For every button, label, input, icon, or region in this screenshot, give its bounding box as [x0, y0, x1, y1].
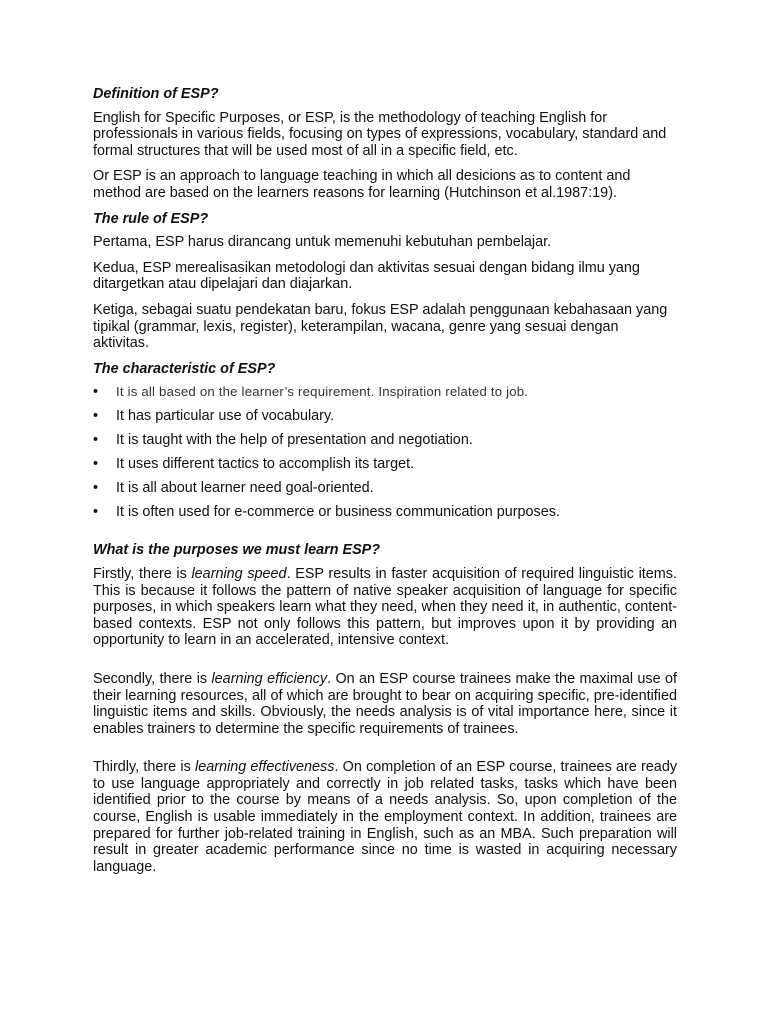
heading-definition: Definition of ESP? — [93, 86, 219, 102]
document-page — [93, 86, 677, 884]
rule-paragraph-3: Ketiga, sebagai suatu pendekatan baru, fokus ESP adalah penggunaan kebahasaan yang tipikal (grammar, lexis, register), keterampilan, wacana, genre yang sesuai dengan aktivitas. — [93, 301, 668, 352]
list-item-text: It has particular use of vocabulary. — [116, 408, 335, 425]
bullet-icon: • — [93, 503, 99, 520]
list-item — [93, 504, 677, 521]
bullet-icon: • — [93, 432, 99, 449]
purposes-paragraph-1 — [93, 566, 677, 649]
list-item — [93, 432, 677, 449]
paragraph-term: learning effectiveness — [195, 759, 335, 776]
list-item-text: It is all based on the learner’s requirement. Inspiration related to job. — [116, 384, 529, 400]
bullet-icon: • — [93, 455, 99, 472]
heading-rule: The rule of ESP? — [93, 210, 209, 227]
list-item-text: It is often used for e-commerce or business communication purposes. — [116, 503, 560, 520]
paragraph-term: learning speed — [191, 565, 287, 582]
list-item — [93, 384, 677, 401]
bullet-icon: • — [93, 479, 99, 496]
paragraph-lead: Thirdly, there is — [93, 759, 195, 776]
list-item — [93, 408, 677, 425]
purposes-paragraph-2 — [93, 671, 677, 737]
definition-paragraph-1: English for Specific Purposes, or ESP, is the methodology of teaching English for professionals in various fields, focusing on types of expressions, vocabulary, standard and formal structures that will be used most of all in a specific field, etc. — [93, 109, 667, 159]
heading-characteristic: The characteristic of ESP? — [93, 360, 276, 377]
list-item-text: It uses different tactics to accomplish its target. — [116, 455, 415, 472]
list-item — [93, 456, 677, 473]
paragraph-body: . On completion of an ESP course, trainees are ready to use language appropriately and correctly in job related tasks, tasks which have been identified prior to the course by means of a needs analysis. So, upon completion of the course, English is usable immediately in the employment context. In addition, trainees are prepared for further job-related training in English, such as an MBA. Such preparation will result in greater academic performance since no time is wasted in acquiring necessary language. — [93, 759, 678, 875]
paragraph-term: learning efficiency — [211, 670, 328, 687]
paragraph-lead: Secondly, there is — [93, 670, 212, 687]
list-item-text: It is taught with the help of presentation and negotiation. — [116, 432, 473, 449]
paragraph-body: . On an ESP course trainees make the maximal use of their learning resources, all of which are brought to bear on acquiring specific, pre-identified linguistic items and skills. Obviously, the needs analysis is of vital importance here, since it enables trainers to determine the specific requirements of trainees. — [93, 670, 677, 737]
purposes-paragraph-3 — [93, 759, 677, 875]
characteristic-list — [93, 384, 677, 520]
bullet-icon: • — [93, 408, 99, 425]
rule-paragraph-1: Pertama, ESP harus dirancang untuk memenuhi kebutuhan pembelajar. — [93, 234, 552, 251]
rule-paragraph-2: Kedua, ESP merealisasikan metodologi dan aktivitas sesuai dengan bidang ilmu yang ditargetkan atau dipelajari dan diajarkan. — [93, 259, 640, 293]
list-item-text: It is all about learner need goal-oriented. — [116, 479, 374, 496]
list-item — [93, 480, 677, 497]
paragraph-body: . ESP results in faster acquisition of required linguistic items. This is because it follows the pattern of native speaker acquisition of language for specific purposes, in which speakers learn what they need, when they need it, in authentic, content-based contexts. ESP not only follows this pattern, but improves upon it by providing an opportunity to learn in an accelerated, intensive context. — [93, 565, 677, 649]
paragraph-lead: Firstly, there is — [93, 565, 192, 582]
definition-paragraph-2: Or ESP is an approach to language teaching in which all desicions as to content and method are based on the learners reasons for learning (Hutchinson et al.1987:19). — [93, 168, 631, 201]
bullet-icon: • — [93, 384, 99, 401]
heading-purposes: What is the purposes we must learn ESP? — [93, 542, 381, 559]
